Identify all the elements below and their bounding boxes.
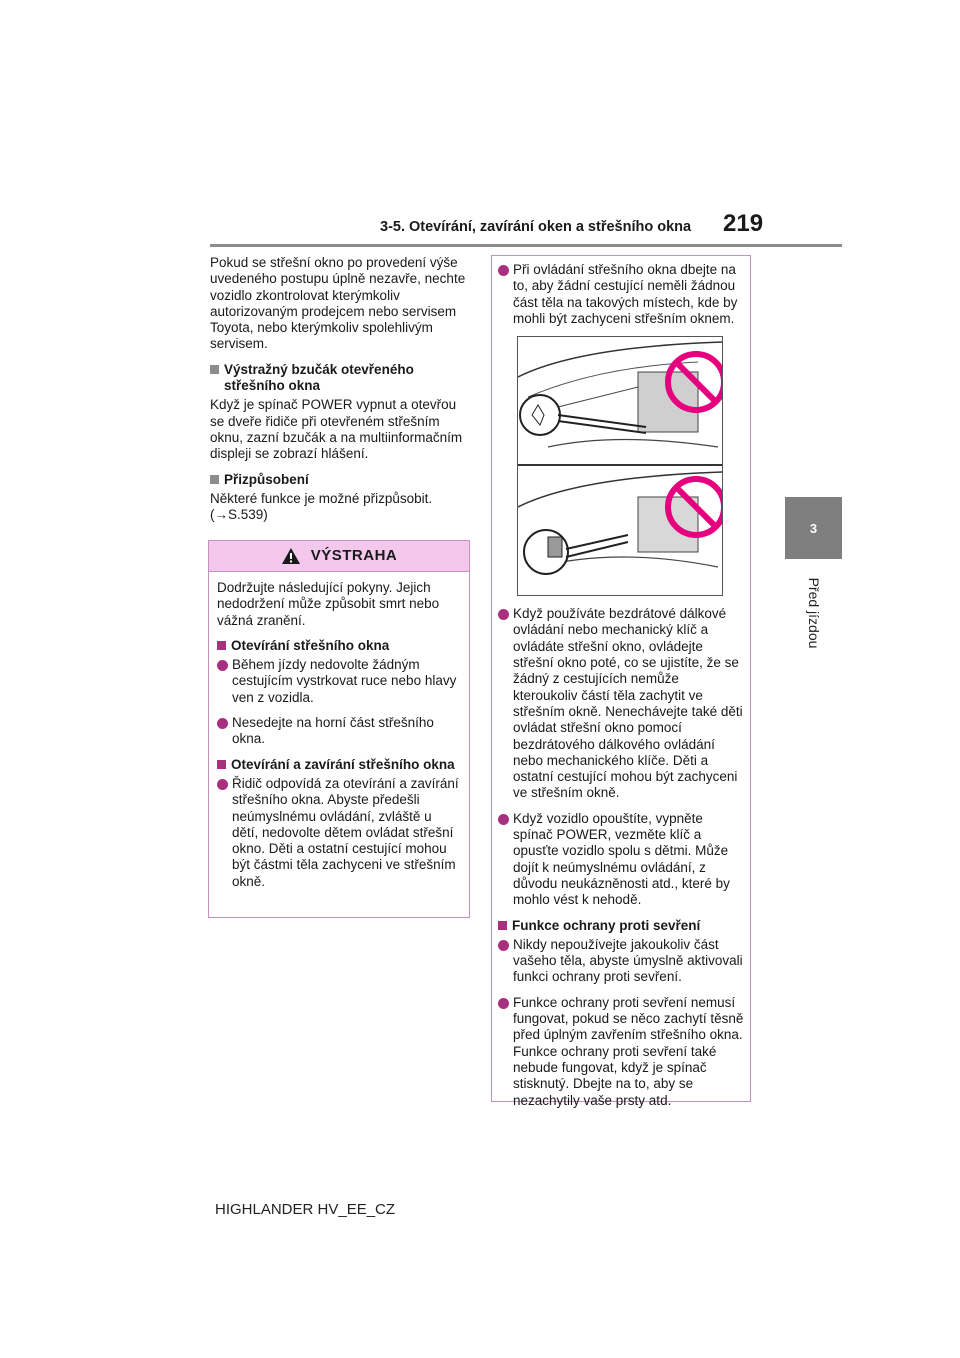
list-item-text: Při ovládání střešního okna dbejte na to, aby žádní cestující neměli žádnou část těla na takových místech, kde by mohli být zachyceni střešním oknem. <box>513 262 738 326</box>
round-bullet-icon <box>498 265 509 276</box>
square-bullet-icon <box>210 475 219 484</box>
pinch-protection-heading <box>498 918 744 934</box>
list-item-text: Nikdy nepoužívejte jakoukoliv část vašeho těla, abyste úmyslně aktivovali funkci ochrany proti sevření. <box>513 936 743 985</box>
warning-continuation-box <box>491 255 751 1108</box>
section-title: 3-5. Otevírání, zavírání oken a střešního okna <box>380 219 692 235</box>
list-item <box>498 811 744 909</box>
pinch-protection-heading-text: Funkce ochrany proti sevření <box>512 917 701 933</box>
round-bullet-icon <box>217 718 228 729</box>
warning-continuation-body <box>492 256 750 1109</box>
warning-header <box>209 541 469 572</box>
warning-sec2-heading <box>217 757 461 773</box>
custom-heading <box>210 472 472 488</box>
list-item <box>217 715 461 748</box>
square-bullet-icon <box>217 760 226 769</box>
chapter-number: 3 <box>809 520 818 536</box>
list-item <box>498 937 744 986</box>
warning-sec1-heading-text: Otevírání střešního okna <box>231 637 390 653</box>
warning-box <box>208 540 470 918</box>
custom-heading-text: Přizpůsobení <box>224 471 309 487</box>
list-item-text: Během jízdy nedovolte žádným cestujícím vystrkovat ruce nebo hlavy ven z vozidla. <box>232 657 457 705</box>
square-bullet-icon <box>210 365 219 374</box>
warning-title: VÝSTRAHA <box>310 546 398 564</box>
warning-sec2-heading-text: Otevírání a zavírání střešního okna <box>231 756 455 772</box>
list-item <box>498 262 744 327</box>
square-bullet-icon <box>217 641 226 650</box>
sunroof-warning-illustration <box>518 337 722 595</box>
header-divider <box>210 244 842 247</box>
warning-sec1-heading <box>217 638 461 654</box>
list-item-text: Funkce ochrany proti sevření nemusí fungovat, pokud se něco zachytí těsně před úplným zavřením střešního okna. Funkce ochrany proti sevření také nebude fungovat, když je spínač stisknutý. Dbejte na to, aby se nezachytily vaše prsty atd. <box>513 994 744 1108</box>
square-bullet-icon <box>498 921 507 930</box>
round-bullet-icon <box>498 998 509 1009</box>
custom-paragraph: Některé funkce je možné přizpůsobit. (→S.539) <box>210 490 433 523</box>
buzzer-heading-text: Výstražný bzučák otevřeného střešního okna <box>224 361 414 394</box>
footer-model: HIGHLANDER HV_EE_CZ <box>215 1201 396 1218</box>
chapter-tab <box>785 497 842 559</box>
chapter-label <box>790 565 838 660</box>
list-item <box>498 606 744 802</box>
list-item-text: Když používáte bezdrátové dálkové ovládání nebo mechanický klíč a ovládáte střešní okno, ovládejte střešní okno poté, co se ujistíte, že se žádný z cestujících nemůže kteroukoliv částí těla zachytit ve střešním okně. Nenechávejte také děti ovládat střešní okno pomocí bezdrátového dálkového ovládání nebo mechanického klíče. Děti a ostatní cestující mohou být zachyceni ve střešním okně. <box>513 606 743 801</box>
buzzer-paragraph: Když je spínač POWER vypnut a otevřou se dveře řidiče při otevřeném střešním oknu, zazní bzučák a na multiinformačním displeji se zobrazí hlášení. <box>210 397 463 462</box>
list-item <box>498 995 744 1109</box>
chapter-label-text: Před jízdou <box>806 577 822 648</box>
list-item <box>217 657 461 706</box>
warning-body <box>209 572 469 890</box>
list-item-text: Nesedejte na horní část střešního okna. <box>232 715 434 747</box>
round-bullet-icon <box>217 779 228 790</box>
round-bullet-icon <box>217 660 228 671</box>
round-bullet-icon <box>498 940 509 951</box>
list-item-text: Když vozidlo opouštíte, vypněte spínač POWER, vezměte klíč a opusťte vozidlo spolu s dětmi. Může dojít k neúmyslnému ovládání, z důvodu neukázněnosti atd., které by mohlo vést k nehodě. <box>513 810 730 908</box>
warning-triangle-icon <box>281 547 301 565</box>
sunroof-illustration <box>517 336 723 596</box>
round-bullet-icon <box>498 609 509 620</box>
illustration-panel-bottom <box>518 472 722 574</box>
buzzer-heading <box>210 362 472 395</box>
page-number: 219 <box>723 210 764 237</box>
warning-intro: Dodržujte následující pokyny. Jejich nedodržení může způsobit smrt nebo vážná zranění. <box>217 580 440 628</box>
list-item <box>217 776 461 890</box>
round-bullet-icon <box>498 814 509 825</box>
illustration-panel-top <box>518 342 722 447</box>
list-item-text: Řidič odpovídá za otevírání a zavírání střešního okna. Abyste předešli neúmyslnému ovládání, zvláště u dětí, nedovolte dětem ovládat střešní okno. Děti a ostatní cestující mohou být částmi těla zachyceni ve střešním okně. <box>232 775 459 889</box>
intro-paragraph: Pokud se střešní okno po provedení výše uvedeného postupu úplně nezavře, nechte vozidlo zkontrolovat kterýmkoliv autorizovaným prodejcem nebo servisem Toyota, nebo kterýmkoliv spolehlivým servisem. <box>210 255 466 352</box>
left-column <box>210 255 472 532</box>
